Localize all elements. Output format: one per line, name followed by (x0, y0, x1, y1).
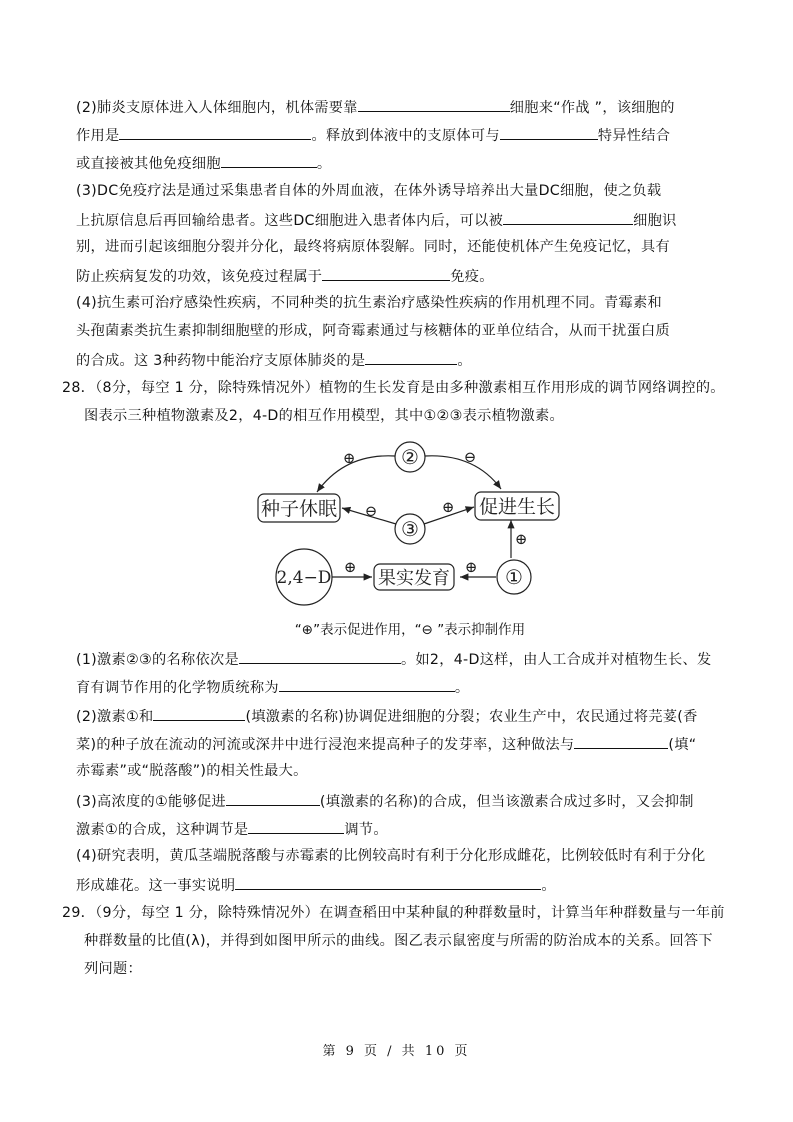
text: (3)高浓度的①能够促进 (76, 794, 226, 810)
text: 细胞识 (633, 213, 677, 229)
answer-blank[interactable] (248, 818, 344, 834)
node-2-4-d (276, 549, 332, 605)
node-fruit-development (374, 564, 454, 590)
text: 。 (541, 878, 556, 894)
q29-line2: 种群数量的比值(λ)，并得到如图甲所示的曲线。图乙表示鼠密度与所需的防治成本的关系。回答下 (84, 933, 713, 949)
hormone-3-node (395, 514, 425, 544)
plus-sign-icon: ⊕ (464, 558, 478, 576)
q27-part3-line4 (76, 265, 494, 287)
text: (2)激素①和 (76, 709, 154, 725)
q28-part1-line1 (76, 648, 712, 670)
q28-part2-line3: 赤霉素”或“脱落酸”)的相关性最大。 (76, 763, 308, 779)
answer-blank[interactable] (235, 874, 541, 890)
plus-sign-icon: ⊕ (343, 558, 357, 576)
text: (2)肺炎支原体进入人体细胞内，机体需要靠 (76, 100, 358, 116)
minus-sign-icon: ⊖ (463, 448, 477, 466)
page-number-footer: 第 9 页 / 共 10 页 (322, 1044, 471, 1059)
q29-line1: 29．（9分，每空 1 分，除特殊情况外）在调查稻田中某种鼠的种群数量时，计算当年种群数量与一年前 (62, 905, 725, 921)
text: 特异性结合 (597, 128, 671, 144)
plus-sign-icon: ⊕ (441, 498, 455, 516)
answer-blank[interactable] (221, 152, 317, 168)
text: 作用是 (76, 128, 120, 144)
q29-line3: 列问题： (84, 961, 142, 977)
text: (填激素的名称)的合成，但当该激素合成过多时，又会抑制 (319, 794, 694, 810)
text: (填“ (668, 737, 697, 753)
text: 。如2，4-D这样，由人工合成并对植物生长、发 (400, 652, 712, 668)
text: 上抗原信息后再回输给患者。这些DC细胞进入患者体内后，可以被 (76, 213, 504, 229)
svg-text:②: ② (401, 445, 419, 469)
svg-text:③: ③ (401, 517, 419, 541)
q28-header-line2: 图表示三种植物激素及2，4-D的相互作用模型，其中①②③表示植物激素。 (84, 408, 565, 424)
text: 细胞来“作战 ”，该细胞的 (509, 100, 675, 116)
answer-blank[interactable] (226, 790, 320, 806)
q28-part2-line1 (76, 705, 698, 727)
q28-part3-line2 (76, 818, 388, 840)
q28-part3-line1 (76, 790, 694, 812)
q27-part3-line3: 别，进而引起该细胞分裂并分化，最终将病原体裂解。同时，还能使机体产生免疫记忆，具有 (76, 239, 670, 255)
node-seed-dormancy (258, 494, 340, 522)
text: 的合成。这 3种药物中能治疗支原体肺炎的是 (76, 353, 366, 369)
text: 免疫。 (450, 269, 494, 285)
node-promote-growth (475, 492, 559, 520)
hormone-1-node (497, 560, 531, 594)
svg-text:种子休眠: 种子休眠 (260, 498, 338, 520)
text: 。 (457, 353, 472, 369)
answer-blank[interactable] (239, 648, 401, 664)
q27-part4-line3 (76, 349, 472, 371)
q27-part3-line2 (76, 209, 677, 231)
diagram-caption: “⊕”表示促进作用，“⊖ ”表示抑制作用 (294, 622, 526, 638)
q27-part2-line2 (76, 124, 670, 146)
text: 。 (454, 680, 470, 696)
text: 。释放到体液中的支原体可与 (311, 128, 500, 144)
svg-text:果实发育: 果实发育 (378, 568, 450, 589)
text: 调节。 (344, 822, 388, 838)
answer-blank[interactable] (358, 96, 510, 112)
svg-text:促进生长: 促进生长 (478, 496, 556, 518)
q27-part2-line3 (76, 152, 331, 174)
answer-blank[interactable] (574, 733, 668, 749)
svg-text:2,4−D: 2,4−D (276, 568, 332, 588)
text: 或直接被其他免疫细胞 (76, 156, 221, 172)
answer-blank[interactable] (119, 124, 311, 140)
hormone-interaction-diagram (250, 432, 570, 612)
svg-text:①: ① (505, 565, 523, 589)
text: (1)激素②③的名称依次是 (76, 652, 239, 668)
text: (填激素的名称)协调促进细胞的分裂；农业生产中，农民通过将芫荽(香 (245, 709, 698, 725)
answer-blank[interactable] (503, 209, 633, 225)
text: 防止疾病复发的功效，该免疫过程属于 (76, 269, 323, 285)
answer-blank[interactable] (322, 265, 450, 281)
q28-part2-line2 (76, 733, 696, 755)
q28-part1-line2 (76, 676, 469, 698)
q27-part4-line1: (4)抗生素可治疗感染性疾病，不同种类的抗生素治疗感染性疾病的作用机理不同。青霉素和 (76, 295, 663, 311)
answer-blank[interactable] (500, 124, 598, 140)
text: 激素①的合成，这种调节是 (76, 822, 249, 838)
hormone-2-node (395, 442, 425, 472)
answer-blank[interactable] (279, 676, 455, 692)
plus-sign-icon: ⊕ (514, 530, 528, 548)
q27-part4-line2: 头孢菌素类抗生素抑制细胞壁的形成，阿奇霉素通过与核糖体的亚单位结合，从而干扰蛋白质 (76, 323, 670, 339)
answer-blank[interactable] (153, 705, 245, 721)
q27-part2-line1 (76, 96, 675, 118)
text: 菜)的种子放在流动的河流或深井中进行浸泡来提高种子的发芽率，这种做法与 (76, 737, 575, 753)
text: 形成雄花。这一事实说明 (76, 878, 236, 894)
answer-blank[interactable] (365, 349, 457, 365)
plus-sign-icon: ⊕ (342, 449, 356, 467)
q28-part4-line2 (76, 874, 556, 896)
text: 育有调节作用的化学物质统称为 (76, 680, 279, 696)
text: 。 (316, 156, 332, 172)
minus-sign-icon: ⊖ (364, 502, 378, 520)
q27-part3-line1: (3)DC免疫疗法是通过采集患者自体的外周血液，在体外诱导培养出大量DC细胞，使之负载 (76, 183, 662, 199)
q28-part4-line1: (4)研究表明，黄瓜茎端脱落酸与赤霉素的比例较高时有利于分化形成雌花，比例较低时有利于分化 (76, 848, 706, 864)
q28-header-line1: 28．（8分，每空 1 分，除特殊情况外）植物的生长发育是由多种激素相互作用形成的调节网络调控的。 (62, 380, 725, 396)
